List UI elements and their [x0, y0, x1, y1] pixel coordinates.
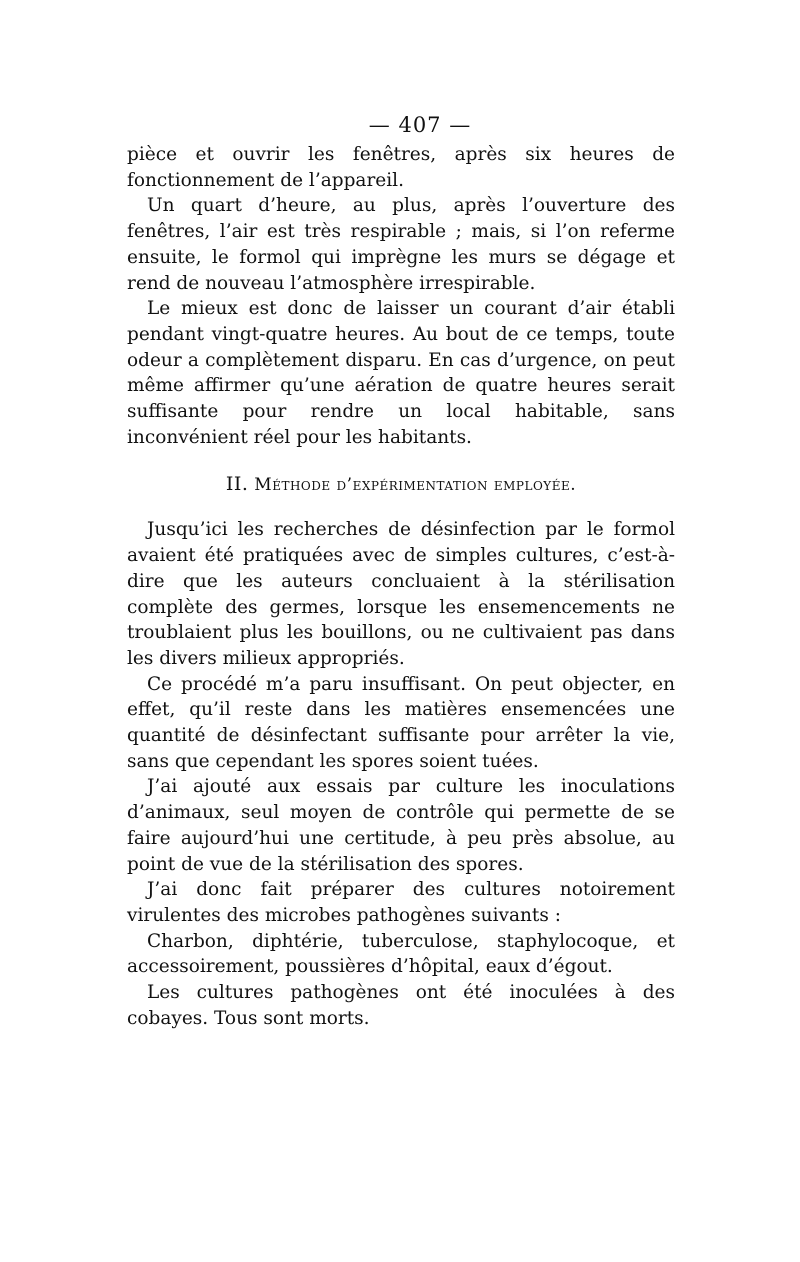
paragraph-previous-research: Jusqu’ici les recherches de désinfection par le formol avaient été pratiquées avec de simples cultures, c’est-à-dire que les auteurs concluaient à la stérilisation complète des germes, lorsque les ensemencements ne troublaient plus les bouillons, ou ne cultivaient pas dans les divers milieux appropriés.	[127, 519, 675, 669]
section-number: II.	[225, 473, 249, 496]
paragraph-cultures-prepared: J’ai donc fait préparer des cultures notoirement virulentes des microbes pathogènes suivants :	[127, 879, 675, 926]
paragraph-insufficient-method: Ce procédé m’a paru insuffisant. On peut objecter, en effet, qu’il reste dans les matières ensemencées une quantité de désinfectant suffisante pour arrêter la vie, sans que cependant les spores soient tuées.	[127, 673, 675, 772]
paragraph-continuation: pièce et ouvrir les fenêtres, après six heures de fonctionnement de l’appareil.	[127, 144, 675, 191]
paragraph-results: Les cultures pathogènes ont été inoculées à des cobayes. Tous sont morts.	[127, 982, 675, 1029]
paragraph-ventilation: Un quart d’heure, au plus, après l’ouverture des fenêtres, l’air est très respirable ; mais, si l’on referme ensuite, le formol qui imprègne les murs se dégage et rend de nouveau l’atmosphère irrespirable.	[127, 195, 675, 294]
paragraph-animal-inoculations: J’ai ajouté aux essais par culture les inoculations d’animaux, seul moyen de contrôle qui permette de se faire aujourd’hui une certitude, à peu près absolue, au point de vue de la stérilisation des spores.	[127, 776, 675, 875]
paragraph-microbe-list: Charbon, diphtérie, tuberculose, staphylocoque, et accessoirement, poussières d’hôpital, eaux d’égout.	[127, 930, 675, 978]
paragraph-air-current: Le mieux est donc de laisser un courant d’air établi pendant vingt-quatre heures. Au bout de ce temps, toute odeur a complètement disparu. En cas d’urgence, on peut même affirmer qu’une aération de quatre heures serait suffisante pour rendre un local habitable, sans inconvénient réel pour les habitants.	[127, 298, 675, 448]
section-heading	[127, 472, 675, 497]
book-page	[127, 112, 675, 1032]
page-number: — 407 —	[368, 113, 472, 137]
section-title: Méthode d’expérimentation employée.	[254, 475, 577, 496]
